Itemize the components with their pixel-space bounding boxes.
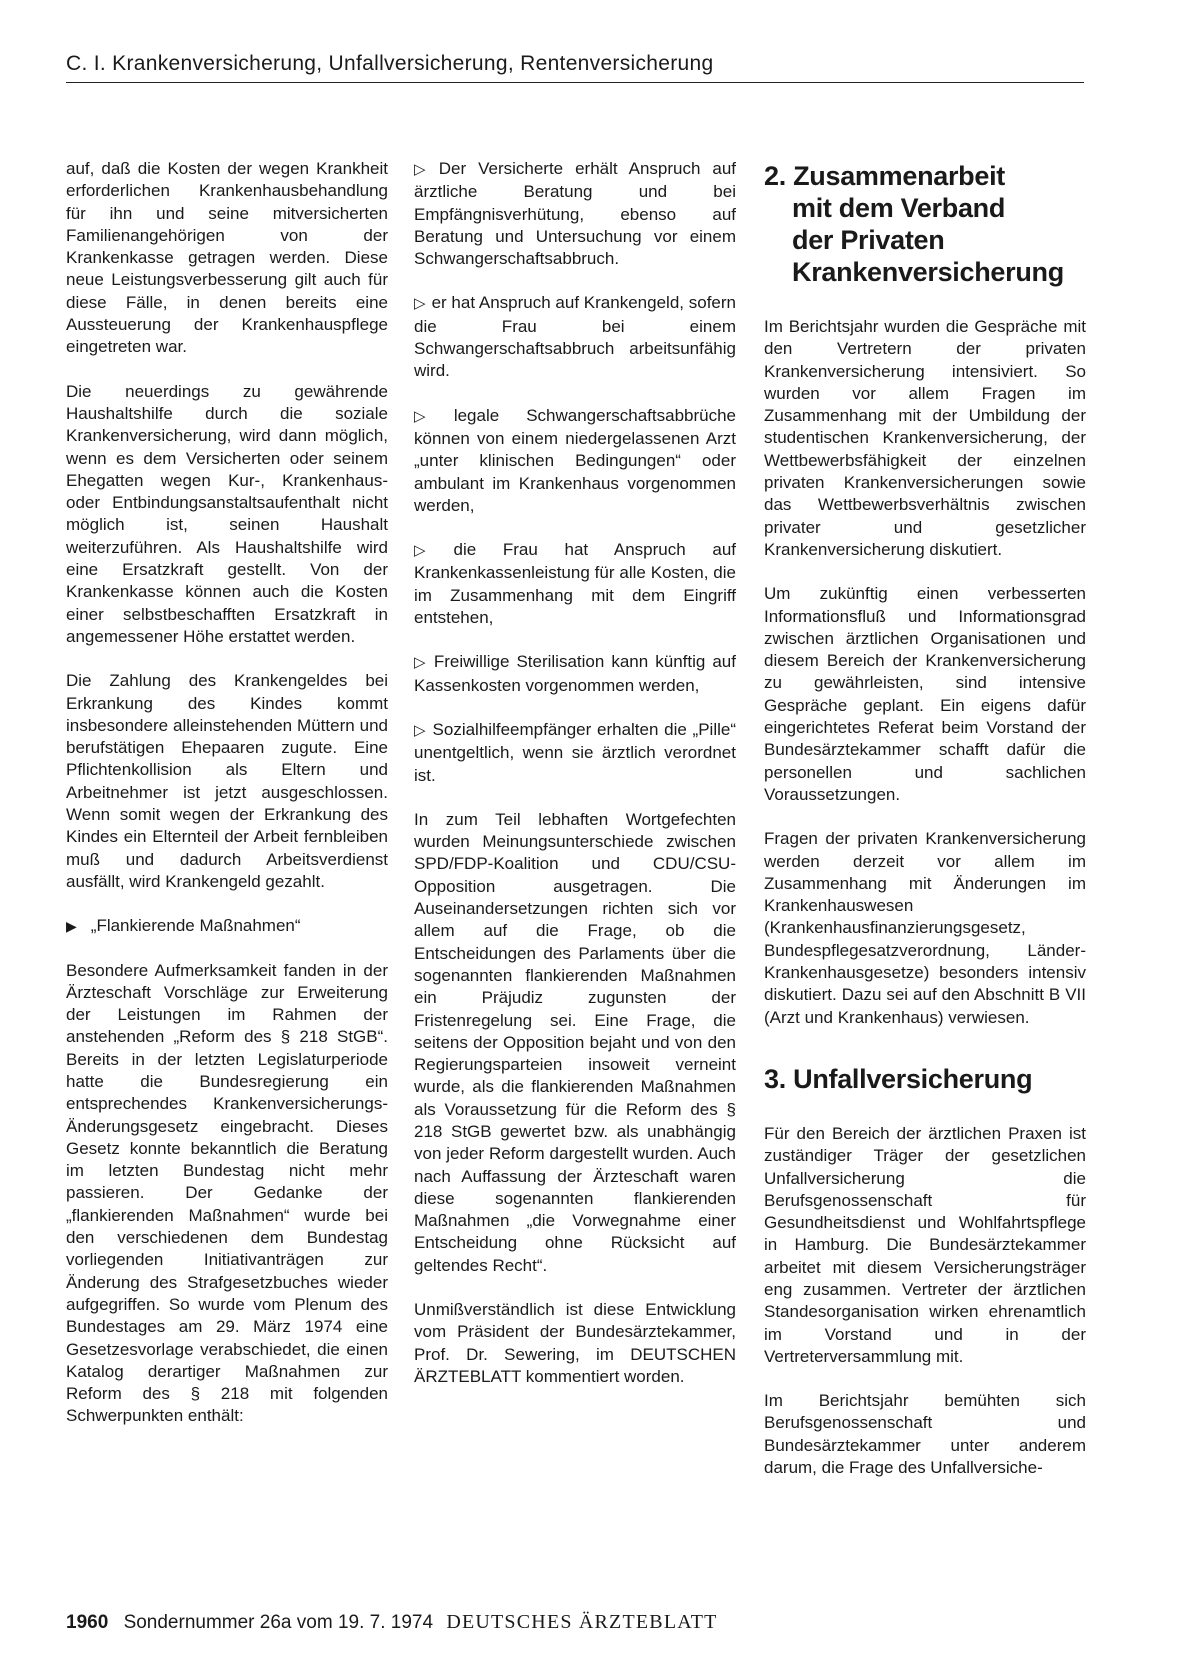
col1-paragraph-2: Die neuerdings zu gewährende Haushaltshilfe durch die soziale Krankenversicherung, wird dann möglich, wenn es dem Versicherten oder seinem Ehegatten wegen Kur-, Krankenhaus- oder Entbindungsanstaltsaufenthalt nicht möglich ist, seinen Haushalt weiterzuführen. Als Haushaltshilfe wird eine Ersatzkraft gestellt. Von der Krankenkasse können auch die Kosten einer selbstbeschafften Ersatzkraft in angemessener Höhe erstattet werden. [66,381,388,646]
bullet-text: legale Schwangerschaftsabbrüche können von einem niedergelassenen Arzt „unter klinischen Bedingungen“ oder ambulant im Krankenhaus vorgenommen werden, [414,405,736,515]
page-number: 1960 [66,1612,109,1633]
hollow-triangle-icon: ▷ [414,407,448,425]
hollow-triangle-icon: ▷ [414,295,426,313]
hollow-triangle-icon: ▷ [414,161,433,178]
bullet-item-4 [414,539,736,629]
col1-paragraph-1: auf, daß die Kosten der wegen Krankheit erforderlichen Krankenhausbehandlung für ihn und seine mitversicherten Familienangehörigen von der Krankenkasse getragen werden. Diese neue Leistungsverbesserung gilt auch für diese Fälle, in denen bereits eine Aussteuerung der Krankenhauspflege eingetreten war. [66,159,388,357]
subhead-flankierende [66,915,388,937]
bullet-text: die Frau hat Anspruch auf Krankenkassenleistung für alle Kosten, die im Zusammenhang mit dem Eingriff entstehen, [414,540,736,628]
section-heading-unfallversicherung: 3. Unfallversicherung [764,1063,1033,1094]
col2-paragraph-2: Unmißverständlich ist diese Entwicklung vom Präsident der Bundesärztekammer, Prof. Dr. Sewering, im DEUTSCHEN ÄRZTEBLATT kommentiert worden. [414,1300,736,1386]
bullet-text: Freiwillige Sterilisation kann künftig auf Kassenkosten vorgenommen werden, [414,652,736,695]
col1-paragraph-4: Besondere Aufmerksamkeit fanden in der Ärzteschaft Vorschläge zur Erweiterung der Leistungen im Rahmen der anstehenden „Reform des § 218 StGB“. Bereits in der letzten Legislaturperiode hatte die Bundesregierung ein entsprechendes Krankenversicherungs-Änderungsgesetz eingebracht. Dieses Gesetz konnte bekanntlich die Beratung im letzten Bundestag nicht mehr passieren. Der Gedanke der „flankierenden Maßnahmen“ wurde bei den verschiedenen dem Bundestag vorliegenden Initiativanträgen zur Änderung des Strafgesetzbuches wieder aufgegriffen. So wurde vom Plenum des Bundestages am 29. März 1974 eine Gesetzesvorlage verabschiedet, die einen Katalog derartiger Maßnahmen zur Reform des § 218 mit folgenden Schwerpunkten enthält: [66,960,388,1426]
bullet-item-6 [414,719,736,787]
page-footer [66,1611,718,1634]
bullet-text: Sozialhilfeempfänger erhalten die „Pille“ unentgeltlich, wenn sie ärztlich verordnet ist. [414,719,736,785]
heading-line: der Privaten [792,225,945,255]
section-heading-zusammenarbeit [764,160,1086,288]
filled-triangle-icon: ▶ [66,918,77,935]
heading-line: mit dem Verband [792,193,1006,223]
col3-paragraph-4: Für den Bereich der ärztlichen Praxen ist zuständiger Träger der gesetzlichen Unfallversicherung die Berufsgenossenschaft für Gesundheitsdienst und Wohlfahrtspflege in Hamburg. Die Bundesärztekammer arbeitet mit diesem Versicherungsträger eng zusammen. Vertreter der ärztlichen Standesorganisation wirken ehrenamtlich im Vorstand und in der Vertreterversammlung mit. [764,1123,1086,1366]
bullet-item-5 [414,651,736,697]
hollow-triangle-icon: ▷ [414,654,428,672]
header-rule [66,82,1084,83]
running-title: C. I. Krankenversicherung, Unfallversicherung, Rentenversicherung [66,52,714,75]
col3-paragraph-2: Um zukünftig einen verbesserten Informationsfluß und Informationsgrad zwischen ärztlichen Organisationen und diesem Bereich der Krankenversicherung zu gewährleisten, sind intensive Gespräche geplant. Ein eigens dafür eingerichtetes Referat beim Vorstand der Bundesärztekammer schafft dafür die personellen und sachlichen Voraussetzungen. [764,584,1086,804]
bullet-text: er hat Anspruch auf Krankengeld, sofern die Frau bei einem Schwangerschaftsabbruch arbeitsunfähig wird. [414,293,736,381]
bullet-item-1 [414,158,736,270]
bullet-text: Der Versicherte erhält Anspruch auf ärztliche Beratung und bei Empfängnisverhütung, ebenso auf Beratung und Untersuchung vor einem Schwangerschaftsabbruch. [414,159,736,269]
hollow-triangle-icon: ▷ [414,721,427,739]
hollow-triangle-icon: ▷ [414,542,448,560]
col3-paragraph-1: Im Berichtsjahr wurden die Gespräche mit den Vertretern der privaten Krankenversicherung intensiviert. So wurden vor allem Fragen im Zusammenhang mit der Umbildung der studentischen Krankenversicherung, der Wettbewerbsfähigkeit der einzelnen privaten Krankenversicherungen sowie das Wettbewerbsverhältnis zwischen privater und gesetzlicher Krankenversicherung diskutiert. [764,317,1086,559]
bullet-item-3 [414,405,736,517]
col1-paragraph-3: Die Zahlung des Krankengeldes bei Erkrankung des Kindes kommt insbesondere alleinstehenden Müttern und berufstätigen Ehepaaren zugute. Eine Pflichtenkollision als Eltern und Arbeitnehmer ist jetzt ausgeschlossen. Wenn somit wegen der Erkrankung des Kindes ein Elternteil der Arbeit fernbleiben muß und dadurch Arbeitsverdienst ausfällt, wird Krankengeld gezahlt. [66,671,388,891]
column-3 [764,160,1086,1501]
subhead-text: „Flankierende Maßnahmen“ [90,916,301,936]
journal-name: DEUTSCHES ÄRZTEBLATT [446,1611,718,1633]
issue-info: Sondernummer 26a vom 19. 7. 1974 [123,1612,434,1633]
column-1 [66,158,388,1450]
col3-paragraph-3: Fragen der privaten Krankenversicherung werden derzeit vor allem im Zusammenhang mit Änderungen im Krankenhauswesen (Krankenhausfinanzierungsgesetz, Bundespflegesatzverordnung, Länder-Krankenhausgesetze) besonders intensiv diskutiert. Dazu sei auf den Abschnitt B VII (Arzt und Krankenhaus) verwiesen. [764,829,1086,1027]
col3-paragraph-5: Im Berichtsjahr bemühten sich Berufsgenossenschaft und Bundesärztekammer unter anderem darum, die Frage des Unfallversiche- [764,1391,1086,1478]
bullet-item-2 [414,292,736,382]
col2-paragraph-1: In zum Teil lebhaften Wortgefechten wurden Meinungsunterschiede zwischen SPD/FDP-Koalition und CDU/CSU-Opposition ausgetragen. Die Auseinandersetzungen richten sich vor allem auf die Frage, ob die Entscheidungen des Parlaments über die sogenannten flankierenden Maßnahmen ein Präjudiz zugunsten der Fristenregelung sei. Eine Frage, die seitens der Opposition bejaht und von den Regierungsparteien insoweit verneint wurde, als die flankierenden Maßnahmen als Voraussetzung für die Reform des § 218 StGB gewertet bzw. als unabhängig von jeder Reform dargestellt wurden. Auch nach Auffassung der Ärzteschaft waren diese sogenannten flankierenden Maßnahmen „die Vorwegnahme einer Entscheidung ohne Rücksicht auf geltendes Recht“. [414,809,736,1275]
heading-line: Krankenversicherung [792,257,1064,287]
column-2 [414,158,736,1410]
heading-line: 2. Zusammenarbeit [764,161,1005,191]
